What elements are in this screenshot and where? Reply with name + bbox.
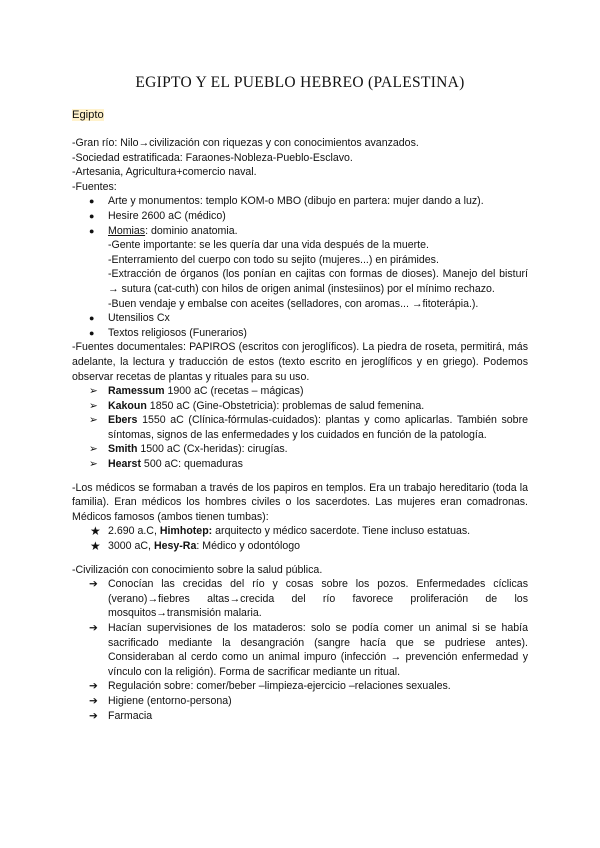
- list-item: ➢ Smith 1500 aC (Cx-heridas): cirugías.: [89, 443, 288, 456]
- list-item: ● Momias: dominio anatomia.: [89, 224, 238, 237]
- bullet-icon: ●: [89, 327, 95, 338]
- page-title: EGIPTO Y EL PUEBLO HEBREO (PALESTINA): [135, 74, 465, 91]
- arrowhead-icon: ➢: [89, 414, 98, 427]
- bullet-icon: ●: [89, 313, 95, 324]
- list-item: ➢ Kakoun 1850 aC (Gine-Obstetricia): problemas de salud femenina.: [89, 399, 425, 412]
- arrow-right-icon: ➔: [89, 578, 98, 591]
- fuentes-list: [72, 194, 528, 340]
- arrow-right-icon: ➔: [89, 694, 98, 707]
- list-item: ● Textos religiosos (Funerarios): [89, 326, 247, 339]
- sub-line: -Extracción de órganos (los ponían en cajitas con formas de dioses). Manejo del bisturí → sutura (cat-cuth) con hilos de origen animal (instesiinos) por el mínimo rechazo.: [108, 268, 528, 295]
- list-item: ➔ Higiene (entorno-persona): [89, 694, 232, 707]
- list-item: ➔ Hacían supervisiones de los mataderos: solo se podía comer un animal si se había sacrificado mediante la desangración (sangre hacía que se pudriese antes). Consideraban al cerdo como un animal impuro (infección → prevención enfermedad y vínculo con la religión). Forma de sacrificar mediante un ritual.: [89, 622, 528, 678]
- intro-line: -Sociedad estratificada: Faraones-Nobleza-Pueblo-Esclavo.: [72, 151, 353, 164]
- list-item: ➢ Hearst 500 aC: quemaduras: [89, 458, 243, 471]
- arrowhead-icon: ➢: [89, 399, 98, 412]
- list-item: ➢ Ramessum 1900 aC (recetas – mágicas): [89, 385, 304, 398]
- famosos-list: [72, 524, 528, 553]
- salud-list: [72, 577, 528, 723]
- list-item: ➔ Conocían las crecidas del río y cosas sobre los pozos. Enfermedades cíclicas (verano)→fiebres altas→crecida del río favorece proliferación de los mosquitos→transmisión malaria.: [89, 578, 528, 620]
- arrowhead-icon: ➢: [89, 385, 98, 398]
- bullet-icon: ●: [89, 225, 95, 236]
- sub-line: -Enterramiento del cuerpo con todo su sejito (mujeres...) en pirámides.: [108, 253, 439, 266]
- list-item: ● Utensilios Cx: [89, 312, 170, 325]
- bullet-icon: ●: [89, 196, 95, 207]
- arrow-right-icon: ➔: [89, 709, 98, 722]
- bullet-icon: ●: [89, 210, 95, 221]
- star-icon: ★: [90, 524, 101, 539]
- arrow-right-icon: ➔: [89, 680, 98, 693]
- arrow-right-icon: ➔: [89, 622, 98, 634]
- salud-intro: -Civilización con conocimiento sobre la salud pública.: [72, 563, 323, 576]
- star-icon: ★: [90, 539, 101, 554]
- list-item: ● Arte y monumentos: templo KOM-o MBO (dibujo en partera: mujer dando a luz).: [89, 195, 484, 208]
- arrowhead-icon: ➢: [89, 443, 98, 456]
- list-item: ★ 3000 aC, Hesy-Ra: Médico y odontólogo: [90, 539, 301, 554]
- momias-label: Momias: [108, 224, 146, 237]
- sub-line: -Gente importante: se les quería dar una vida después de la muerte.: [108, 239, 429, 252]
- list-item: ➔ Regulación sobre: comer/beber –limpieza-ejercicio –relaciones sexuales.: [89, 680, 451, 693]
- medicos-paragraph: -Los médicos se formaban a través de los papiros en templos. Era un trabajo hereditario (toda la familia). Eran médicos los hombres civiles o los sacerdotes. Las mujeres eran comadronas. Médicos famosos (ambos tienen tumbas):: [72, 481, 528, 523]
- intro-line: -Fuentes:: [72, 180, 117, 193]
- section-heading: Egipto: [72, 109, 104, 121]
- list-item: ★ 2.690 a.C, Himhotep: arquitecto y médico sacerdote. Tiene incluso estatuas.: [90, 524, 471, 539]
- documentales-paragraph: -Fuentes documentales: PAPIROS (escritos con jeroglíficos). La piedra de roseta, permitirá, más adelante, la lectura y traducción de estos (texto escrito en jeroglíficos y en griego). Podemos observar recetas de plantas y rituales para su uso.: [72, 341, 528, 383]
- list-item: ● Hesire 2600 aC (médico): [89, 209, 226, 222]
- sub-line: -Buen vendaje y embalse con aceites (selladores, con aromas... →fitoterápia.).: [108, 297, 479, 310]
- document-body: [72, 136, 528, 723]
- arrowhead-icon: ➢: [89, 458, 98, 471]
- list-item: ➢ Ebers 1550 aC (Clínica-fórmulas-cuidados): plantas y como aplicarlas. También sobre síntomas, signos de las enfermedades y los cuidados en función de la patología.: [89, 414, 528, 441]
- intro-line: -Artesania, Agricultura+comercio naval.: [72, 166, 257, 179]
- papiros-list: [72, 384, 528, 472]
- intro-line: -Gran río: Nilo→civilización con riquezas y con conocimientos avanzados.: [72, 137, 419, 149]
- list-item: ➔ Farmacia: [89, 709, 153, 722]
